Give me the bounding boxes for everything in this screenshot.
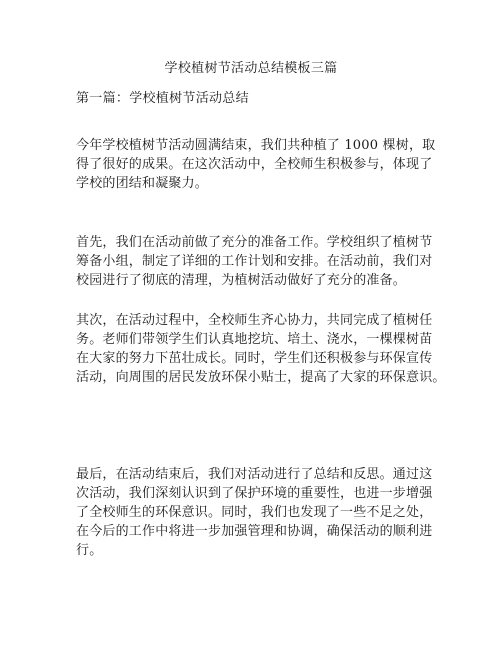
paragraph-line: 在大家的努力下茁壮成长。同时，学生们还积极参与环保宣传 — [76, 351, 433, 366]
paragraph-line: 学校的团结和凝聚力。 — [76, 176, 209, 191]
paragraph-line: 今年学校植树节活动圆满结束，我们共种植了 1000 棵树，取 — [76, 138, 436, 153]
paragraph-line: 在今后的工作中将进一步加强管理和协调，确保活动的顺利进 — [76, 524, 433, 539]
paragraph-line: 了全校师生的环保意识。同时，我们也发现了一些不足之处， — [76, 505, 433, 520]
document-title: 学校植树节活动总结模板三篇 — [164, 61, 338, 76]
paragraph-line: 务。老师们带领学生们认真地挖坑、培土、浇水，一棵棵树苗 — [76, 332, 433, 347]
section-heading: 第一篇：学校植树节活动总结 — [76, 91, 249, 106]
paragraph-line: 次活动，我们深刻认识到了保护环境的重要性，也进一步增强 — [76, 486, 433, 501]
paragraph-process — [76, 311, 446, 387]
paragraph-line: 首先，我们在活动前做了充分的准备工作。学校组织了植树节 — [76, 235, 433, 250]
paragraph-line: 最后，在活动结束后，我们对活动进行了总结和反思。通过这 — [76, 467, 433, 482]
paragraph-line: 得了很好的成果。在这次活动中，全校师生积极参与，体现了 — [76, 157, 433, 172]
paragraph-line: 其次，在活动过程中，全校师生齐心协力，共同完成了植树任 — [76, 313, 433, 328]
paragraph-line: 校园进行了彻底的清理，为植树活动做好了充分的准备。 — [76, 273, 407, 288]
paragraph-line: 行。 — [76, 543, 103, 558]
paragraph-intro — [76, 136, 436, 193]
paragraph-preparation — [76, 233, 433, 290]
paragraph-summary — [76, 465, 433, 560]
paragraph-line: 活动，向周围的居民发放环保小贴士，提高了大家的环保意识。 — [76, 370, 446, 385]
paragraph-line: 筹备小组，制定了详细的工作计划和安排。在活动前，我们对 — [76, 254, 433, 269]
